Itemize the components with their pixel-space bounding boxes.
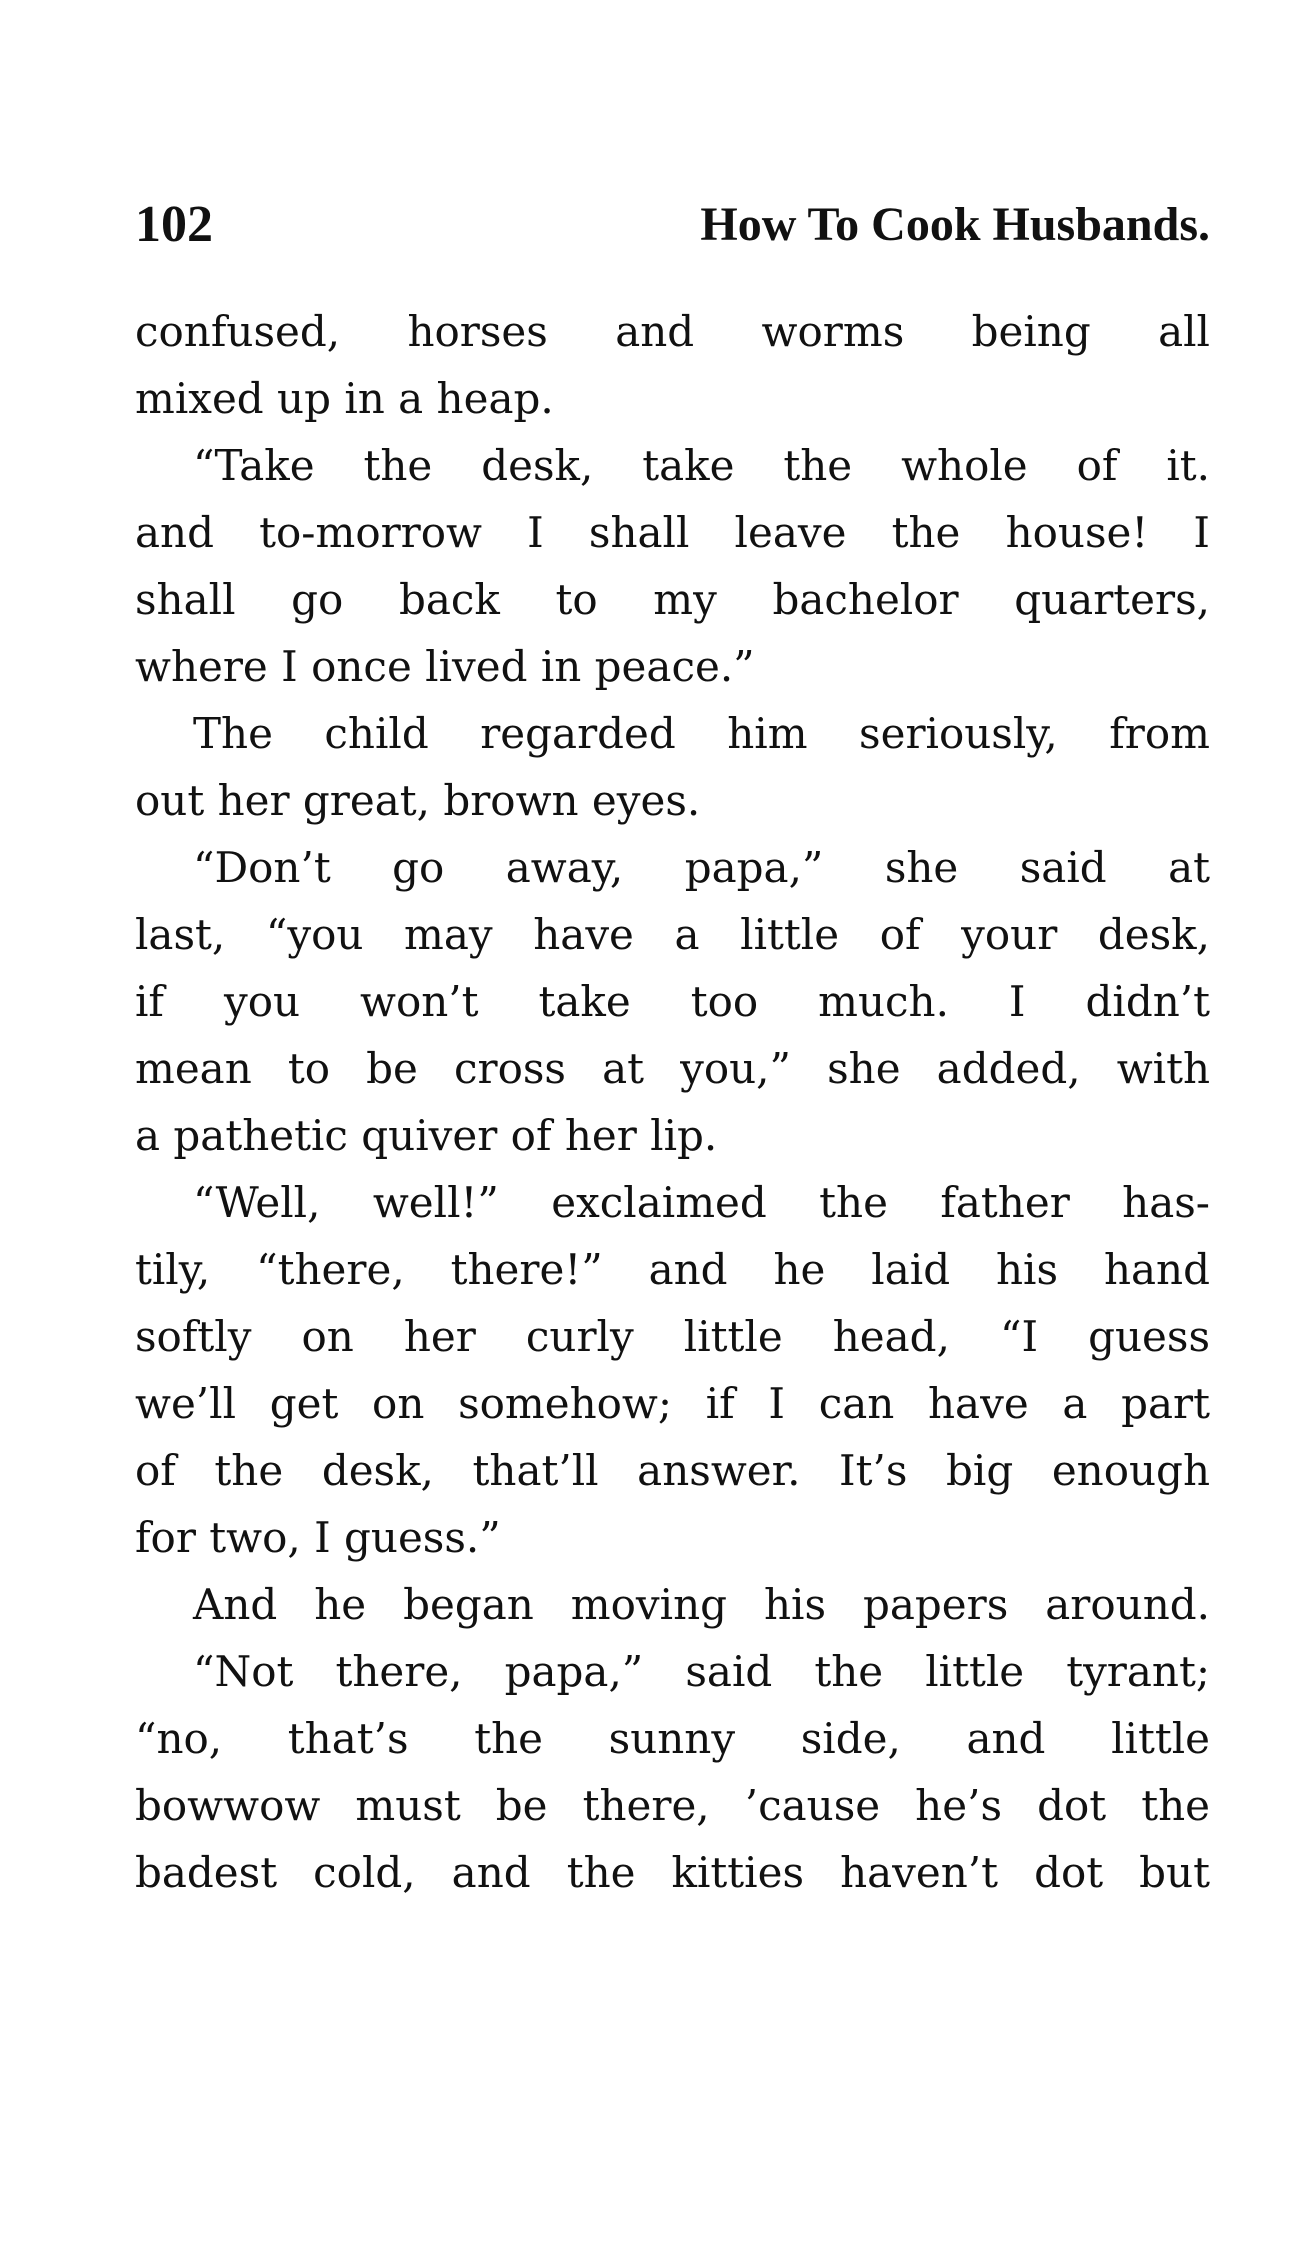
text-line: we’ll get on somehow; if I can have a part <box>135 1379 1210 1428</box>
book-title: How To Cook Husbands. <box>700 198 1210 251</box>
text-line: badest cold, and the kitties haven’t dot but <box>135 1848 1210 1897</box>
text-line: “Don’t go away, papa,” she said at <box>193 843 1210 892</box>
text-line: bowwow must be there, ’cause he’s dot the <box>135 1781 1210 1830</box>
text-line: “no, that’s the sunny side, and little <box>135 1714 1210 1763</box>
text-line: where I once lived in peace.” <box>135 642 755 691</box>
body-text <box>135 298 1210 1906</box>
text-line: The child regarded him seriously, from <box>193 709 1210 758</box>
text-line: “Well, well!” exclaimed the father has- <box>193 1178 1210 1227</box>
text-line: of the desk, that’ll answer. It’s big enough <box>135 1446 1210 1495</box>
text-line: last, “you may have a little of your desk, <box>135 910 1210 959</box>
text-line: “Not there, papa,” said the little tyrant; <box>193 1647 1210 1696</box>
page-number: 102 <box>135 196 213 253</box>
text-line: mixed up in a heap. <box>135 374 554 423</box>
text-line: mean to be cross at you,” she added, with <box>135 1044 1210 1093</box>
text-line: softly on her curly little head, “I guess <box>135 1312 1210 1361</box>
text-line: shall go back to my bachelor quarters, <box>135 575 1210 624</box>
text-line: confused, horses and worms being all <box>135 307 1210 356</box>
text-line: a pathetic quiver of her lip. <box>135 1111 718 1160</box>
text-line: “Take the desk, take the whole of it. <box>193 441 1210 490</box>
text-line: if you won’t take too much. I didn’t <box>135 977 1210 1026</box>
text-line: And he began moving his papers around. <box>193 1580 1210 1629</box>
text-line: and to-morrow I shall leave the house! I <box>135 508 1210 557</box>
text-line: out her great, brown eyes. <box>135 776 701 825</box>
running-head <box>135 190 1210 260</box>
text-line: for two, I guess.” <box>135 1513 501 1562</box>
text-line: tily, “there, there!” and he laid his hand <box>135 1245 1210 1294</box>
